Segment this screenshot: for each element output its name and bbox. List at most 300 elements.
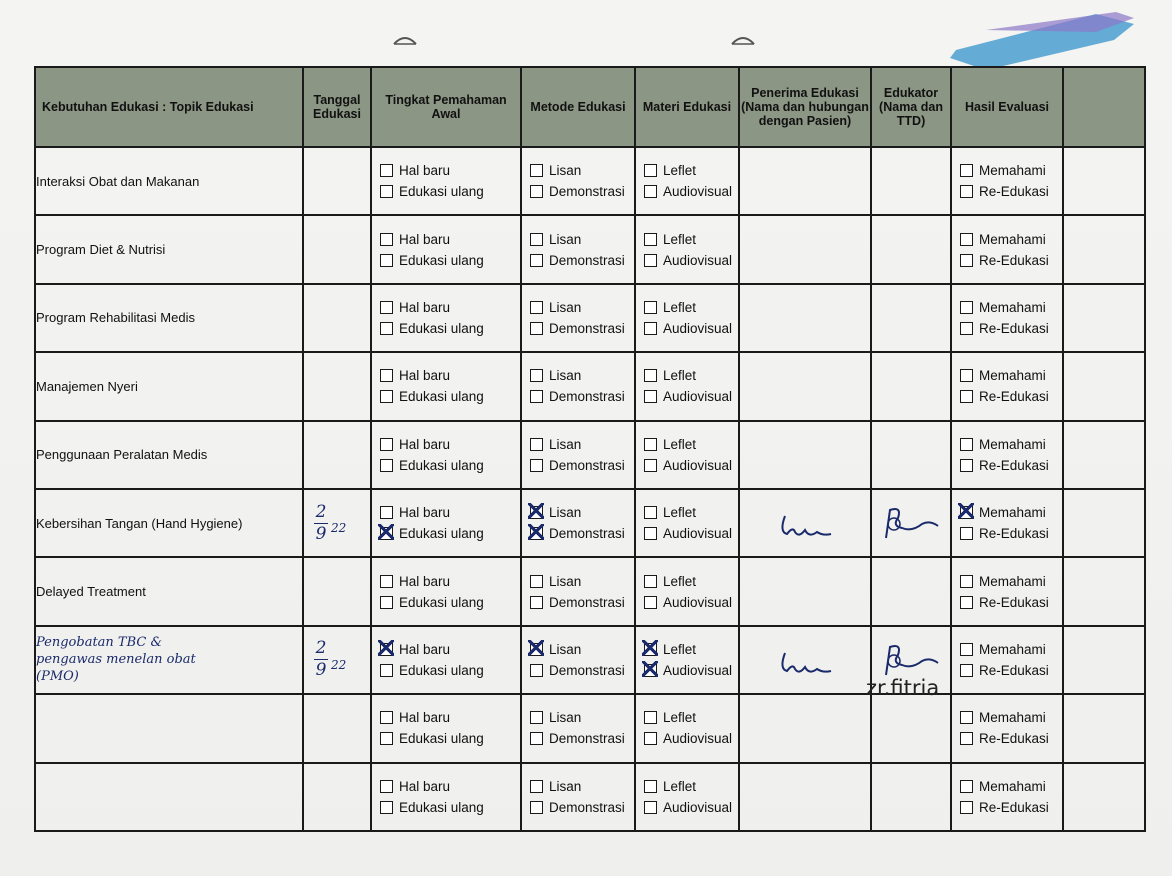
checkbox-icon[interactable] xyxy=(530,254,543,267)
educator-cell xyxy=(871,215,951,283)
level-option-label: Hal baru xyxy=(399,436,451,452)
header-material: Materi Edukasi xyxy=(635,67,739,147)
checkbox-icon[interactable] xyxy=(530,390,543,403)
checkbox-icon[interactable] xyxy=(960,506,973,519)
result-cell xyxy=(951,147,1063,215)
checkbox-icon[interactable] xyxy=(644,369,657,382)
result-option-label: Memahami xyxy=(979,436,1046,452)
level-option[interactable] xyxy=(380,592,520,613)
header-receiver: Penerima Edukasi (Nama dan hubungan dengan Pasien) xyxy=(739,67,871,147)
result-option[interactable] xyxy=(960,229,1062,250)
material-cell xyxy=(635,421,739,489)
blank-cell xyxy=(1063,421,1145,489)
topic-cell xyxy=(35,763,303,831)
highlighter-mark-icon xyxy=(946,10,1136,72)
material-cell xyxy=(635,626,739,694)
checkbox-icon[interactable] xyxy=(960,369,973,382)
date-cell xyxy=(303,284,371,352)
checkbox-icon[interactable] xyxy=(380,390,393,403)
result-option[interactable] xyxy=(960,523,1062,544)
result-option-label: Memahami xyxy=(979,299,1046,315)
material-cell xyxy=(635,215,739,283)
material-option[interactable] xyxy=(644,365,738,386)
material-option-label: Audiovisual xyxy=(663,320,733,336)
checkbox-icon[interactable] xyxy=(644,801,657,814)
educator-cell xyxy=(871,147,951,215)
level-option[interactable] xyxy=(380,181,520,202)
checkbox-icon[interactable] xyxy=(380,711,393,724)
method-option[interactable] xyxy=(530,386,634,407)
result-option-label: Memahami xyxy=(979,573,1046,589)
method-cell xyxy=(521,352,635,420)
level-option[interactable] xyxy=(380,639,520,660)
blank-cell xyxy=(1063,147,1145,215)
result-option[interactable] xyxy=(960,728,1062,749)
level-option[interactable] xyxy=(380,455,520,476)
result-option[interactable] xyxy=(960,707,1062,728)
topic-cell: Penggunaan Peralatan Medis xyxy=(35,421,303,489)
result-option[interactable] xyxy=(960,297,1062,318)
result-option[interactable] xyxy=(960,365,1062,386)
header-level: Tingkat Pemahaman Awal xyxy=(371,67,521,147)
checkbox-icon[interactable] xyxy=(960,780,973,793)
checkbox-icon[interactable] xyxy=(380,506,393,519)
method-option-label: Demonstrasi xyxy=(549,320,625,336)
topic-cell xyxy=(35,626,303,694)
checkbox-icon[interactable] xyxy=(530,801,543,814)
material-option[interactable] xyxy=(644,160,738,181)
education-table xyxy=(34,66,1146,832)
result-option-label: Memahami xyxy=(979,231,1046,247)
checkbox-icon[interactable] xyxy=(960,438,973,451)
level-option-label: Hal baru xyxy=(399,710,451,726)
date-cell xyxy=(303,694,371,762)
header-blank xyxy=(1063,67,1145,147)
checkbox-icon[interactable] xyxy=(530,596,543,609)
material-option[interactable] xyxy=(644,571,738,592)
result-cell xyxy=(951,763,1063,831)
result-option[interactable] xyxy=(960,639,1062,660)
method-option[interactable] xyxy=(530,502,634,523)
checkbox-icon[interactable] xyxy=(530,369,543,382)
material-option[interactable] xyxy=(644,250,738,271)
checkbox-icon[interactable] xyxy=(960,527,973,540)
method-option-label: Demonstrasi xyxy=(549,594,625,610)
checkbox-icon[interactable] xyxy=(380,643,393,656)
table-row xyxy=(35,284,1145,352)
checkbox-icon[interactable] xyxy=(644,780,657,793)
blank-cell xyxy=(1063,284,1145,352)
checkbox-icon[interactable] xyxy=(380,596,393,609)
level-option[interactable] xyxy=(380,502,520,523)
checkbox-icon[interactable] xyxy=(644,438,657,451)
checkbox-icon[interactable] xyxy=(960,254,973,267)
checkbox-icon[interactable] xyxy=(530,664,543,677)
material-option[interactable] xyxy=(644,318,738,339)
watermark: zr.fitria xyxy=(866,676,940,700)
checkbox-icon[interactable] xyxy=(644,596,657,609)
date-cell xyxy=(303,147,371,215)
method-option[interactable] xyxy=(530,707,634,728)
date-cell xyxy=(303,626,371,694)
checkbox-icon[interactable] xyxy=(960,801,973,814)
punch-hole-right-icon xyxy=(730,30,756,48)
material-option-label: Audiovisual xyxy=(663,184,733,200)
table-row xyxy=(35,215,1145,283)
checkbox-icon[interactable] xyxy=(380,527,393,540)
method-cell xyxy=(521,421,635,489)
checkbox-icon[interactable] xyxy=(644,459,657,472)
result-cell xyxy=(951,489,1063,557)
method-option[interactable] xyxy=(530,660,634,681)
method-option-label: Lisan xyxy=(549,231,582,247)
method-option-label: Lisan xyxy=(549,641,582,657)
method-option-label: Lisan xyxy=(549,163,582,179)
material-option[interactable] xyxy=(644,592,738,613)
method-cell xyxy=(521,694,635,762)
result-option-label: Re-Edukasi xyxy=(979,594,1049,610)
level-option[interactable] xyxy=(380,250,520,271)
material-option-label: Audiovisual xyxy=(663,252,733,268)
educator-cell xyxy=(871,694,951,762)
checkbox-icon[interactable] xyxy=(530,711,543,724)
method-option[interactable] xyxy=(530,639,634,660)
blank-cell xyxy=(1063,626,1145,694)
table-row xyxy=(35,352,1145,420)
checkbox-icon[interactable] xyxy=(960,643,973,656)
material-option[interactable] xyxy=(644,434,738,455)
checkbox-icon[interactable] xyxy=(960,664,973,677)
material-cell xyxy=(635,352,739,420)
level-cell xyxy=(371,352,521,420)
result-cell xyxy=(951,284,1063,352)
result-cell xyxy=(951,215,1063,283)
method-option[interactable] xyxy=(530,297,634,318)
checkbox-icon[interactable] xyxy=(530,459,543,472)
blank-cell xyxy=(1063,352,1145,420)
result-option-label: Memahami xyxy=(979,163,1046,179)
material-option[interactable] xyxy=(644,776,738,797)
material-option[interactable] xyxy=(644,502,738,523)
method-option[interactable] xyxy=(530,455,634,476)
result-option-label: Re-Edukasi xyxy=(979,252,1049,268)
date-month: 9 xyxy=(315,660,327,681)
result-option-label: Memahami xyxy=(979,710,1046,726)
checkbox-icon[interactable] xyxy=(380,459,393,472)
material-option-label: Leflet xyxy=(663,710,697,726)
level-option[interactable] xyxy=(380,229,520,250)
result-option[interactable] xyxy=(960,502,1062,523)
table-row xyxy=(35,694,1145,762)
date-month: 9 xyxy=(315,523,327,544)
topic-cell: Interaksi Obat dan Makanan xyxy=(35,147,303,215)
material-cell xyxy=(635,489,739,557)
checkbox-icon[interactable] xyxy=(380,369,393,382)
method-option-label: Lisan xyxy=(549,778,582,794)
result-option-label: Re-Edukasi xyxy=(979,526,1049,542)
method-cell xyxy=(521,147,635,215)
handwritten-topic-line: Pengobatan TBC & xyxy=(36,635,163,651)
checkbox-icon[interactable] xyxy=(644,301,657,314)
checkbox-icon[interactable] xyxy=(380,780,393,793)
level-cell xyxy=(371,694,521,762)
punch-hole-left-icon xyxy=(392,30,418,48)
material-option-label: Leflet xyxy=(663,231,697,247)
material-option[interactable] xyxy=(644,639,738,660)
checkbox-icon[interactable] xyxy=(644,575,657,588)
date-year: 22 xyxy=(331,657,347,672)
material-option[interactable] xyxy=(644,297,738,318)
method-option-label: Demonstrasi xyxy=(549,662,625,678)
checkbox-icon[interactable] xyxy=(644,322,657,335)
level-option-label: Edukasi ulang xyxy=(399,389,484,405)
checkbox-icon[interactable] xyxy=(380,164,393,177)
level-option[interactable] xyxy=(380,160,520,181)
receiver-cell xyxy=(739,352,871,420)
topic-cell: Kebersihan Tangan (Hand Hygiene) xyxy=(35,489,303,557)
method-option[interactable] xyxy=(530,229,634,250)
checkbox-icon[interactable] xyxy=(644,643,657,656)
receiver-cell xyxy=(739,763,871,831)
method-option[interactable] xyxy=(530,571,634,592)
material-cell xyxy=(635,147,739,215)
checkbox-icon[interactable] xyxy=(644,164,657,177)
checkbox-icon[interactable] xyxy=(644,254,657,267)
level-option[interactable] xyxy=(380,365,520,386)
method-option[interactable] xyxy=(530,318,634,339)
material-option-label: Audiovisual xyxy=(663,594,733,610)
table-row xyxy=(35,147,1145,215)
material-option[interactable] xyxy=(644,660,738,681)
level-option[interactable] xyxy=(380,571,520,592)
material-option[interactable] xyxy=(644,797,738,818)
material-option[interactable] xyxy=(644,181,738,202)
level-cell xyxy=(371,763,521,831)
method-option-label: Lisan xyxy=(549,368,582,384)
level-option[interactable] xyxy=(380,318,520,339)
result-cell xyxy=(951,694,1063,762)
receiver-cell xyxy=(739,626,871,694)
level-cell xyxy=(371,489,521,557)
checkbox-icon[interactable] xyxy=(380,438,393,451)
method-option[interactable] xyxy=(530,434,634,455)
table-row xyxy=(35,763,1145,831)
method-option[interactable] xyxy=(530,365,634,386)
method-cell xyxy=(521,763,635,831)
result-option[interactable] xyxy=(960,797,1062,818)
checkbox-icon[interactable] xyxy=(380,575,393,588)
method-option[interactable] xyxy=(530,181,634,202)
result-option-label: Re-Edukasi xyxy=(979,389,1049,405)
date-day: 2 xyxy=(315,501,327,522)
material-option[interactable] xyxy=(644,523,738,544)
method-option[interactable] xyxy=(530,728,634,749)
checkbox-icon[interactable] xyxy=(380,185,393,198)
checkbox-icon[interactable] xyxy=(530,438,543,451)
result-option[interactable] xyxy=(960,660,1062,681)
material-option[interactable] xyxy=(644,229,738,250)
checkbox-icon[interactable] xyxy=(644,711,657,724)
checkbox-icon[interactable] xyxy=(644,732,657,745)
level-option[interactable] xyxy=(380,728,520,749)
level-option[interactable] xyxy=(380,523,520,544)
level-option[interactable] xyxy=(380,707,520,728)
checkbox-icon[interactable] xyxy=(960,233,973,246)
result-option-label: Re-Edukasi xyxy=(979,457,1049,473)
level-option-label: Edukasi ulang xyxy=(399,457,484,473)
checkbox-icon[interactable] xyxy=(644,233,657,246)
checkbox-icon[interactable] xyxy=(530,732,543,745)
date-day: 2 xyxy=(315,638,327,659)
checkbox-icon[interactable] xyxy=(380,801,393,814)
checkbox-icon[interactable] xyxy=(644,185,657,198)
level-option[interactable] xyxy=(380,776,520,797)
result-cell xyxy=(951,557,1063,625)
level-option[interactable] xyxy=(380,386,520,407)
checkbox-icon[interactable] xyxy=(644,506,657,519)
checkbox-icon[interactable] xyxy=(380,254,393,267)
handwritten-topic-line: pengawas menelan obat xyxy=(36,652,196,668)
level-option[interactable] xyxy=(380,660,520,681)
level-option[interactable] xyxy=(380,297,520,318)
material-option[interactable] xyxy=(644,455,738,476)
checkbox-icon[interactable] xyxy=(644,664,657,677)
checkbox-icon[interactable] xyxy=(530,301,543,314)
level-cell xyxy=(371,284,521,352)
checkbox-icon[interactable] xyxy=(380,732,393,745)
material-option[interactable] xyxy=(644,386,738,407)
method-option-label: Lisan xyxy=(549,710,582,726)
checkbox-icon[interactable] xyxy=(960,164,973,177)
material-option-label: Leflet xyxy=(663,505,697,521)
material-option-label: Audiovisual xyxy=(663,799,733,815)
result-cell xyxy=(951,626,1063,694)
checkbox-icon[interactable] xyxy=(960,322,973,335)
result-option[interactable] xyxy=(960,250,1062,271)
result-option[interactable] xyxy=(960,318,1062,339)
material-cell xyxy=(635,284,739,352)
material-option[interactable] xyxy=(644,707,738,728)
checkbox-icon[interactable] xyxy=(380,233,393,246)
result-option[interactable] xyxy=(960,776,1062,797)
level-option-label: Edukasi ulang xyxy=(399,799,484,815)
result-option[interactable] xyxy=(960,434,1062,455)
material-option-label: Audiovisual xyxy=(663,662,733,678)
level-option-label: Hal baru xyxy=(399,163,451,179)
checkbox-icon[interactable] xyxy=(380,664,393,677)
result-option-label: Re-Edukasi xyxy=(979,184,1049,200)
method-option[interactable] xyxy=(530,797,634,818)
result-option[interactable] xyxy=(960,455,1062,476)
method-option-label: Demonstrasi xyxy=(549,799,625,815)
method-cell xyxy=(521,626,635,694)
date-cell xyxy=(303,421,371,489)
result-option-label: Re-Edukasi xyxy=(979,799,1049,815)
checkbox-icon[interactable] xyxy=(960,575,973,588)
method-option[interactable] xyxy=(530,592,634,613)
level-cell xyxy=(371,626,521,694)
method-option-label: Demonstrasi xyxy=(549,731,625,747)
result-option[interactable] xyxy=(960,592,1062,613)
method-option-label: Lisan xyxy=(549,436,582,452)
method-option[interactable] xyxy=(530,250,634,271)
level-cell xyxy=(371,147,521,215)
method-option-label: Demonstrasi xyxy=(549,252,625,268)
material-option-label: Leflet xyxy=(663,368,697,384)
checkbox-icon[interactable] xyxy=(530,575,543,588)
signature-icon xyxy=(872,498,952,548)
checkbox-icon[interactable] xyxy=(960,596,973,609)
blank-cell xyxy=(1063,215,1145,283)
level-cell xyxy=(371,557,521,625)
checkbox-icon[interactable] xyxy=(530,185,543,198)
checkbox-icon[interactable] xyxy=(960,711,973,724)
topic-cell: Program Rehabilitasi Medis xyxy=(35,284,303,352)
checkbox-icon[interactable] xyxy=(380,322,393,335)
method-option[interactable] xyxy=(530,160,634,181)
date-cell xyxy=(303,763,371,831)
level-option-label: Edukasi ulang xyxy=(399,662,484,678)
checkbox-icon[interactable] xyxy=(530,506,543,519)
table-row xyxy=(35,421,1145,489)
material-cell xyxy=(635,694,739,762)
checkbox-icon[interactable] xyxy=(644,390,657,403)
result-option[interactable] xyxy=(960,386,1062,407)
level-option[interactable] xyxy=(380,797,520,818)
handwritten-topic-line: (PMO) xyxy=(36,669,79,685)
header-date: Tanggal Edukasi xyxy=(303,67,371,147)
blank-cell xyxy=(1063,694,1145,762)
level-option-label: Hal baru xyxy=(399,778,451,794)
blank-cell xyxy=(1063,763,1145,831)
material-option-label: Leflet xyxy=(663,163,697,179)
method-cell xyxy=(521,489,635,557)
material-option-label: Audiovisual xyxy=(663,457,733,473)
result-option[interactable] xyxy=(960,160,1062,181)
checkbox-icon[interactable] xyxy=(530,780,543,793)
result-cell xyxy=(951,352,1063,420)
material-option[interactable] xyxy=(644,728,738,749)
checkbox-icon[interactable] xyxy=(380,301,393,314)
level-option-label: Edukasi ulang xyxy=(399,320,484,336)
checkbox-icon[interactable] xyxy=(960,301,973,314)
level-option[interactable] xyxy=(380,434,520,455)
checkbox-icon[interactable] xyxy=(530,643,543,656)
blank-cell xyxy=(1063,489,1145,557)
checkbox-icon[interactable] xyxy=(530,233,543,246)
checkbox-icon[interactable] xyxy=(960,390,973,403)
method-option[interactable] xyxy=(530,776,634,797)
result-option-label: Re-Edukasi xyxy=(979,662,1049,678)
educator-cell xyxy=(871,352,951,420)
checkbox-icon[interactable] xyxy=(644,527,657,540)
method-option-label: Demonstrasi xyxy=(549,526,625,542)
material-option-label: Audiovisual xyxy=(663,389,733,405)
method-option-label: Demonstrasi xyxy=(549,389,625,405)
checkbox-icon[interactable] xyxy=(530,164,543,177)
checkbox-icon[interactable] xyxy=(530,527,543,540)
header-educator: Edukator (Nama dan TTD) xyxy=(871,67,951,147)
material-option-label: Leflet xyxy=(663,573,697,589)
receiver-cell xyxy=(739,284,871,352)
checkbox-icon[interactable] xyxy=(960,732,973,745)
checkbox-icon[interactable] xyxy=(960,185,973,198)
method-option[interactable] xyxy=(530,523,634,544)
result-option[interactable] xyxy=(960,571,1062,592)
checkbox-icon[interactable] xyxy=(530,322,543,335)
result-option[interactable] xyxy=(960,181,1062,202)
checkbox-icon[interactable] xyxy=(960,459,973,472)
